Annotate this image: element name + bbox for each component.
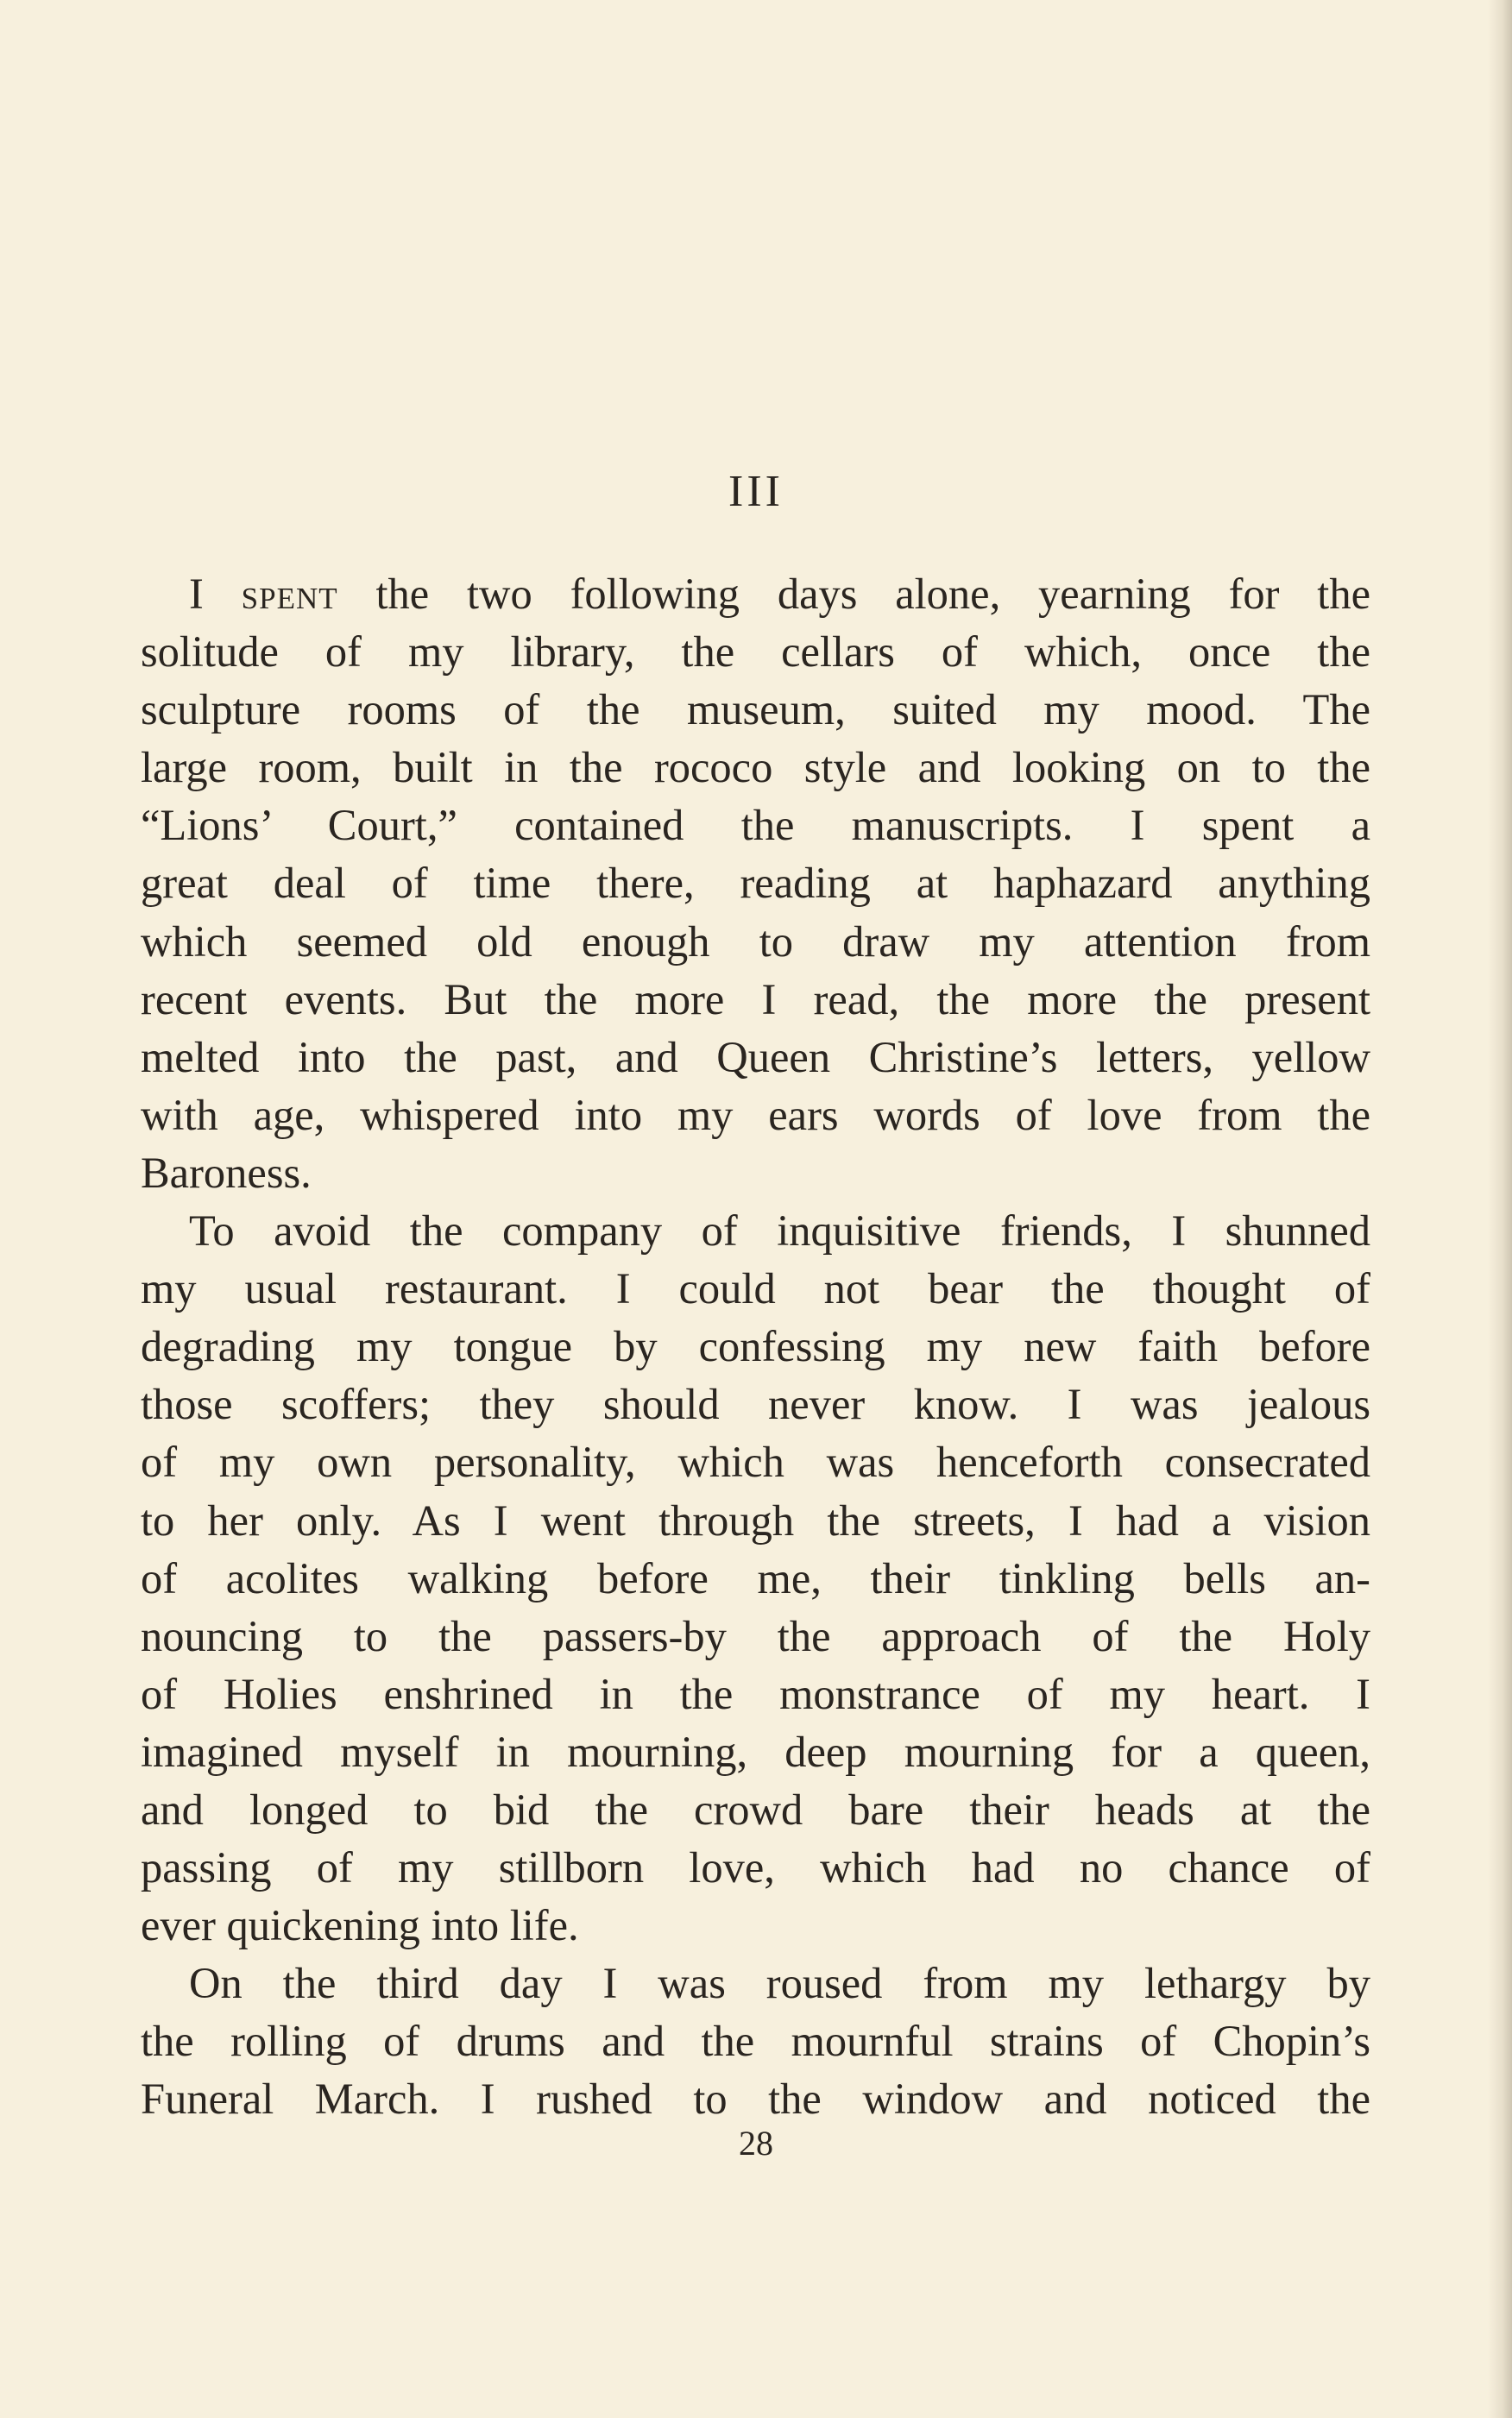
text-line: those scoffers; they should never know. I was jealous <box>141 1380 1370 1429</box>
text-line: On the third day I was roused from my lethargy by <box>189 1959 1370 2008</box>
text-line: sculpture rooms of the museum, suited my mood. The <box>141 685 1370 734</box>
text-line: to her only. As I went through the streets, I had a vision <box>141 1496 1370 1545</box>
text-line: large room, built in the rococo style and looking on to the <box>141 743 1370 792</box>
text-line: Baroness. <box>141 1148 312 1197</box>
text-line: and longed to bid the crowd bare their heads at the <box>141 1785 1370 1834</box>
text-line: melted into the past, and Queen Christine’s letters, yellow <box>141 1032 1370 1081</box>
text-line: the rolling of drums and the mournful strains of Chopin’s <box>141 2017 1370 2066</box>
text-line: with age, whispered into my ears words of love from the <box>141 1090 1370 1139</box>
line-text: the two following days alone, yearning for the <box>337 570 1370 618</box>
text-line: recent events. But the more I read, the more the present <box>141 974 1370 1023</box>
text-line: great deal of time there, reading at haphazard anything <box>141 859 1370 908</box>
text-line: solitude of my library, the cellars of which, once the <box>141 627 1370 677</box>
text-line <box>141 565 1370 623</box>
text-line: imagined myself in mourning, deep mourning for a queen, <box>141 1727 1370 1776</box>
text-line: of my own personality, which was henceforth consecrated <box>141 1438 1370 1487</box>
body-text <box>141 565 1370 2129</box>
text-line: my usual restaurant. I could not bear the thought of <box>141 1264 1370 1313</box>
text-line: “Lions’ Court,” contained the manuscripts. I spent a <box>141 801 1370 850</box>
text-line: ever quickening into life. <box>141 1901 579 1950</box>
drop-lead-word: I <box>189 570 242 618</box>
text-line: nouncing to the passers-by the approach of the Holy <box>141 1611 1370 1660</box>
text-line: of Holies enshrined in the monstrance of my heart. I <box>141 1669 1370 1718</box>
text-line: of acolites walking before me, their tinkling bells an- <box>141 1553 1370 1603</box>
page-edge-shadow <box>1488 0 1512 2418</box>
page-number: 28 <box>739 2124 773 2163</box>
text-line: degrading my tongue by confessing my new faith before <box>141 1322 1370 1371</box>
text-line: To avoid the company of inquisitive friends, I shunned <box>189 1206 1370 1256</box>
chapter-heading: III <box>728 467 784 516</box>
text-line: passing of my stillborn love, which had no chance of <box>141 1843 1370 1892</box>
small-caps-word: spent <box>241 570 338 618</box>
text-line: Funeral March. I rushed to the window and noticed the <box>141 2075 1370 2124</box>
text-line: which seemed old enough to draw my attention from <box>141 916 1370 966</box>
